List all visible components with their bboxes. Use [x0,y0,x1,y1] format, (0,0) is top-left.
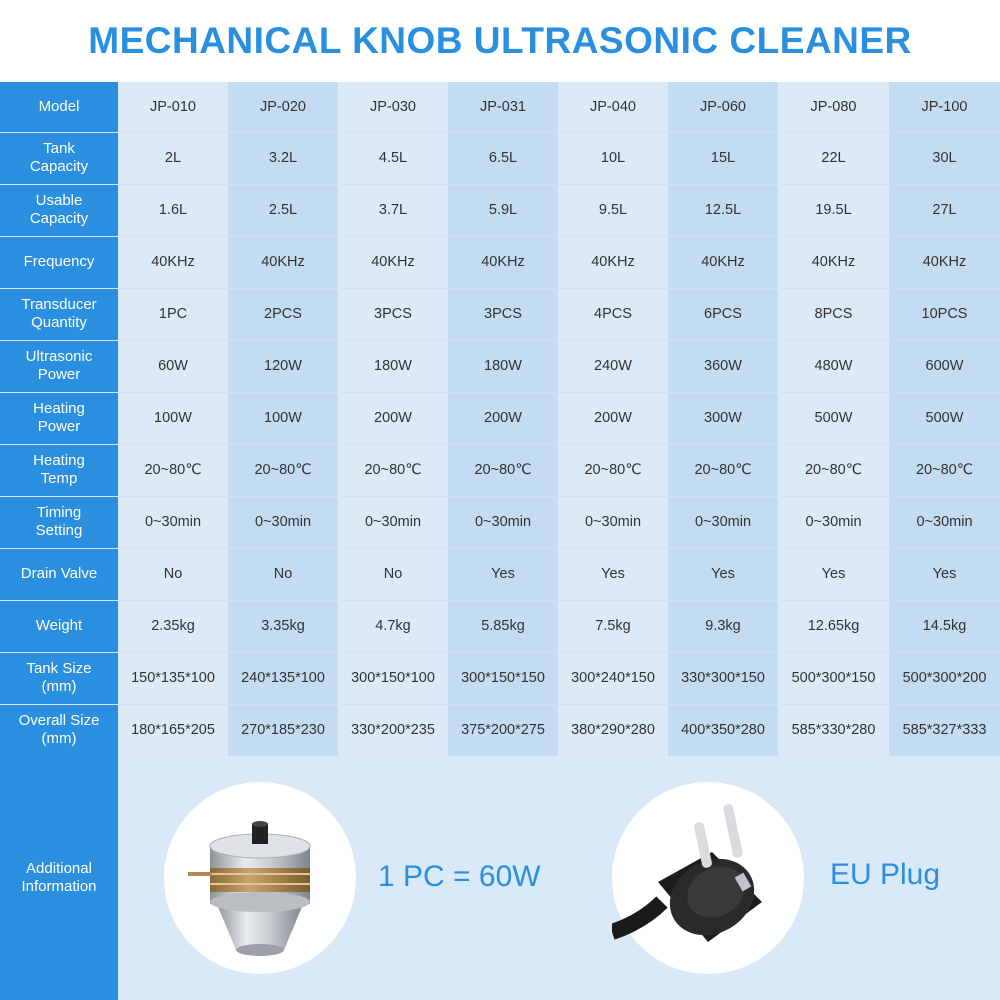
table-cell: 330*300*150 [668,652,778,704]
row-label-line: (mm) [41,678,77,695]
table-cell: 2.5L [228,184,338,236]
table-cell: 40KHz [558,236,668,288]
table-cell: 500W [889,392,1000,444]
table-cell: 585*327*333 [889,704,1000,756]
row-label-line: Temp [40,470,78,487]
table-row [0,340,1000,392]
table-row [0,288,1000,340]
table-cell: 20~80℃ [668,444,778,496]
table-cell: Yes [668,548,778,600]
table-cell: 500W [778,392,889,444]
row-label [0,288,118,340]
row-label-line: Frequency [23,253,95,270]
additional-info-label-line1: Additional [26,860,92,877]
table-cell: 380*290*280 [558,704,668,756]
table-cell: 1.6L [118,184,228,236]
table-cell: 0~30min [668,496,778,548]
table-cell: 40KHz [889,236,1000,288]
table-cell: 4.7kg [338,600,448,652]
table-cell: JP-031 [448,82,558,132]
row-label [0,82,118,132]
table-cell: JP-060 [668,82,778,132]
table-cell: 20~80℃ [118,444,228,496]
row-label [0,444,118,496]
row-label [0,236,118,288]
table-cell: JP-100 [889,82,1000,132]
row-label-line: Heating [33,452,85,469]
eu-plug-text: EU Plug [830,858,941,891]
table-cell: 7.5kg [558,600,668,652]
table-cell: 4PCS [558,288,668,340]
row-label-line: Capacity [29,210,89,227]
table-cell: 480W [778,340,889,392]
table-cell: 1PC [118,288,228,340]
additional-info-body [118,756,1000,1000]
table-cell: 20~80℃ [448,444,558,496]
table-cell: No [228,548,338,600]
table-row [0,132,1000,184]
table-cell: 0~30min [338,496,448,548]
row-label [0,652,118,704]
table-cell: 585*330*280 [778,704,889,756]
eu-plug-image [612,782,804,974]
table-cell: 3.35kg [228,600,338,652]
table-cell: 10L [558,132,668,184]
table-row [0,82,1000,132]
row-label-line: Setting [35,522,83,539]
table-cell: 0~30min [558,496,668,548]
table-row [0,392,1000,444]
table-cell: 0~30min [448,496,558,548]
table-cell: 375*200*275 [448,704,558,756]
table-cell: 500*300*150 [778,652,889,704]
table-cell: 12.65kg [778,600,889,652]
table-cell: 0~30min [889,496,1000,548]
table-cell: 20~80℃ [889,444,1000,496]
spec-table [0,82,1000,757]
table-cell: 180*165*205 [118,704,228,756]
table-cell: Yes [778,548,889,600]
table-cell: 300*150*150 [448,652,558,704]
table-cell: 0~30min [228,496,338,548]
table-cell: 6PCS [668,288,778,340]
table-cell: JP-080 [778,82,889,132]
table-row [0,184,1000,236]
table-cell: 20~80℃ [778,444,889,496]
table-cell: 3PCS [448,288,558,340]
table-cell: 200W [338,392,448,444]
table-cell: 200W [558,392,668,444]
transducer-image [164,782,356,974]
table-cell: 40KHz [338,236,448,288]
table-cell: Yes [558,548,668,600]
row-label [0,340,118,392]
table-cell: 9.5L [558,184,668,236]
table-cell: JP-040 [558,82,668,132]
table-cell: Yes [448,548,558,600]
table-cell: No [118,548,228,600]
table-row [0,444,1000,496]
additional-info-label-line2: Information [21,878,97,895]
table-cell: 240W [558,340,668,392]
table-cell: 14.5kg [889,600,1000,652]
table-cell: 0~30min [118,496,228,548]
table-row [0,600,1000,652]
table-cell: Yes [889,548,1000,600]
table-cell: 30L [889,132,1000,184]
table-cell: 20~80℃ [228,444,338,496]
table-cell: 100W [228,392,338,444]
row-label-line: Transducer [21,296,97,313]
table-cell: 40KHz [118,236,228,288]
table-cell: 3.2L [228,132,338,184]
row-label-line: Overall Size [18,712,100,729]
table-cell: No [338,548,448,600]
table-cell: 180W [448,340,558,392]
table-cell: 360W [668,340,778,392]
table-row [0,496,1000,548]
row-label-line: Model [38,97,80,115]
row-label [0,132,118,184]
row-label [0,600,118,652]
table-cell: 5.85kg [448,600,558,652]
table-cell: 120W [228,340,338,392]
table-cell: 19.5L [778,184,889,236]
table-cell: 330*200*235 [338,704,448,756]
table-row [0,548,1000,600]
table-cell: 40KHz [228,236,338,288]
table-cell: 150*135*100 [118,652,228,704]
table-cell: 500*300*200 [889,652,1000,704]
table-cell: 240*135*100 [228,652,338,704]
transducer-icon [164,782,356,974]
row-label [0,184,118,236]
row-label [0,548,118,600]
table-cell: 27L [889,184,1000,236]
additional-info-row [0,756,1000,1000]
table-row [0,236,1000,288]
row-label-line: Power [37,418,81,435]
row-label-line: Quantity [31,314,87,331]
table-cell: 2L [118,132,228,184]
table-row [0,652,1000,704]
table-cell: 12.5L [668,184,778,236]
table-cell: 4.5L [338,132,448,184]
table-cell: 270*185*230 [228,704,338,756]
table-cell: 40KHz [778,236,889,288]
row-label-line: Usable [35,192,83,209]
eu-plug-icon [612,782,804,974]
table-cell: 5.9L [448,184,558,236]
table-cell: JP-010 [118,82,228,132]
row-label-line: Weight [35,617,83,634]
row-label [0,704,118,756]
table-cell: 15L [668,132,778,184]
table-cell: 2PCS [228,288,338,340]
table-cell: 200W [448,392,558,444]
table-cell: 10PCS [889,288,1000,340]
table-cell: 300W [668,392,778,444]
table-cell: 600W [889,340,1000,392]
row-label [0,392,118,444]
table-cell: 3.7L [338,184,448,236]
table-cell: 22L [778,132,889,184]
table-cell: 180W [338,340,448,392]
row-label [0,496,118,548]
row-label-line: Ultrasonic [25,348,93,365]
table-cell: 40KHz [448,236,558,288]
table-cell: 9.3kg [668,600,778,652]
row-label-line: Capacity [29,158,89,175]
transducer-power-text: 1 PC = 60W [378,860,541,893]
row-label-line: Heating [33,400,85,417]
table-cell: 3PCS [338,288,448,340]
page-title: MECHANICAL KNOB ULTRASONIC CLEANER [88,20,912,61]
row-label-line: Tank Size [26,660,92,677]
table-cell: 400*350*280 [668,704,778,756]
table-cell: 0~30min [778,496,889,548]
row-label-line: (mm) [41,730,77,747]
row-label-line: Timing [36,504,82,521]
table-cell: 8PCS [778,288,889,340]
table-cell: 6.5L [448,132,558,184]
table-cell: 60W [118,340,228,392]
table-cell: 2.35kg [118,600,228,652]
table-cell: 300*150*100 [338,652,448,704]
table-cell: JP-020 [228,82,338,132]
row-label-line: Power [37,366,81,383]
table-cell: 300*240*150 [558,652,668,704]
table-cell: 40KHz [668,236,778,288]
table-cell: JP-030 [338,82,448,132]
table-cell: 100W [118,392,228,444]
row-label-line: Tank [43,140,75,157]
table-cell: 20~80℃ [558,444,668,496]
table-cell: 20~80℃ [338,444,448,496]
row-label-line: Drain Valve [20,565,98,582]
additional-info-label [0,756,118,1000]
table-row [0,704,1000,756]
